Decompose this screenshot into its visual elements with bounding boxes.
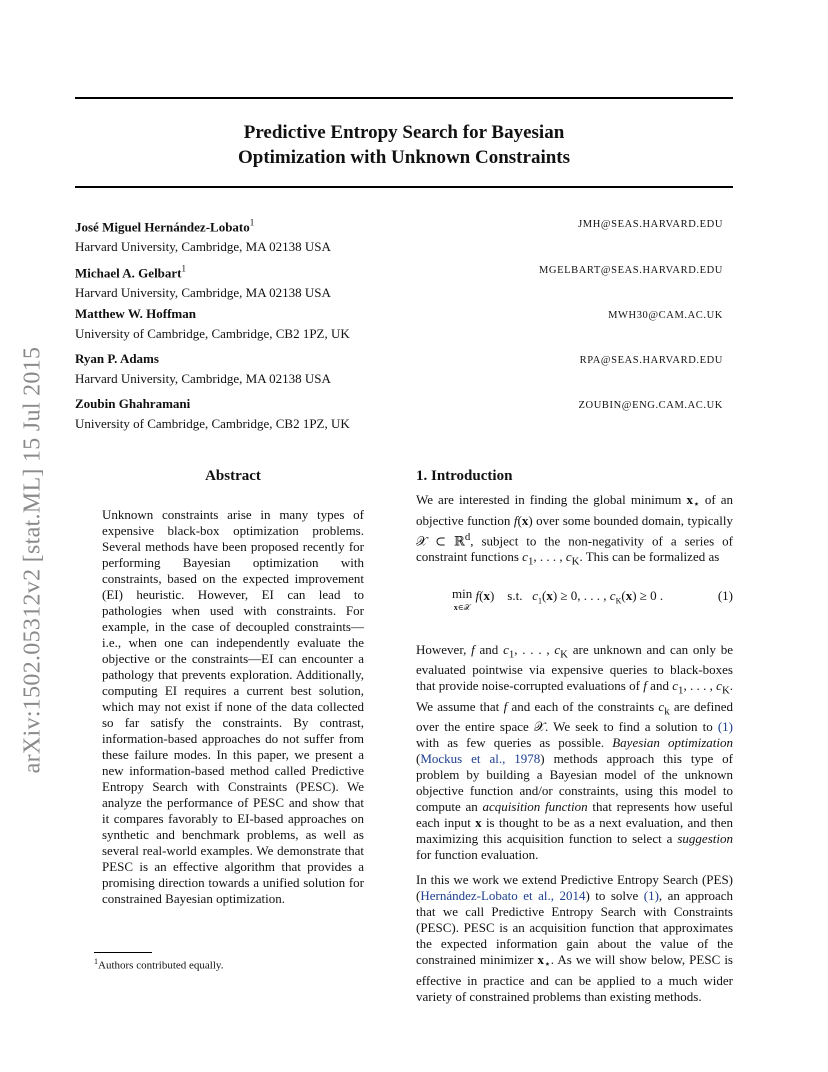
title-line-2: Optimization with Unknown Constraints	[237, 147, 571, 168]
intro-paragraph-2: However, f and $c_1$, . . . , $c_K$ are unknown and can only be evaluated pointwise via expensive queries to black-boxes that provide noise-corrupted evaluations of f and $c_1$, . . . , $c_K$. We assume that f and each of the constraints $c_k$ are defined over the entire space 𝒳. We seek to find a solution to (1) with as few queries as possible. Bayesian optimization (Mockus et al., 1978) methods approach this type of problem by building a Bayesian model of the unknown objective function and/or constraints, using this model to compute an acquisition function that represents how useful each input x is thought to be as a next evaluation, and then maximizing this acquisition function to select a suggestion for function evaluation.	[416, 641, 734, 863]
equation-ref[interactable]: (1)	[717, 719, 733, 735]
author-block-4	[75, 349, 733, 389]
author-email[interactable]: MGELBART@SEAS.HARVARD.EDU	[538, 265, 723, 276]
author-footnote-mark: 1	[249, 218, 255, 228]
author-footnote-mark: 1	[181, 264, 187, 274]
footnote-rule	[94, 952, 152, 953]
author-email[interactable]: RPA@SEAS.HARVARD.EDU	[579, 355, 723, 366]
author-block-2	[75, 259, 733, 303]
equation-body: min x∈𝒳 f(x) s.t. $c_1(x) \ge 0$, . . . , $c_K(x) \ge 0$ .	[452, 585, 664, 612]
author-name: Ryan P. Adams	[75, 351, 159, 366]
equation-ref[interactable]: (1)	[643, 888, 659, 904]
author-name: Michael A. Gelbart	[75, 265, 182, 281]
abstract-heading: Abstract	[205, 468, 261, 484]
author-affiliation: University of Cambridge, Cambridge, CB2 1PZ, UK	[75, 416, 350, 431]
author-email[interactable]: ZOUBIN@ENG.CAM.AC.UK	[578, 400, 723, 411]
author-name: Matthew W. Hoffman	[75, 306, 196, 321]
abstract-section	[102, 468, 364, 907]
author-affiliation: Harvard University, Cambridge, MA 02138 USA	[75, 239, 331, 255]
abstract-text: Unknown constraints arise in many types of expensive black-box optimization problems. Several methods have been proposed recently for performing Bayesian optimization with constraints, based on the expected improvement (EI) heuristic. However, EI can lead to pathologies when used with constraints. For example, in the case of decoupled constraints—i.e., when one can independently evaluate the objective or the constraints—EI can encounter a pathology that prevents exploration. Additionally, computing EI requires a current best solution, which may not exist if none of the data collected so far satisfy the constraints. By contrast, information-based approaches do not suffer from these failure modes. In this paper, we present a new information-based method called Predictive Entropy Search with Constraints (PESC). We analyze the performance of PESC and show that it compares favorably to EI-based approaches on synthetic and benchmark problems, as well as several real-world examples. We demonstrate that PESC is an effective algorithm that provides a promising direction towards a unified solution for constrained Bayesian optimization.	[102, 507, 364, 906]
citation-mockus[interactable]: Mockus et al., 1978	[420, 751, 541, 767]
author-email[interactable]: JMH@SEAS.HARVARD.EDU	[578, 219, 723, 230]
citation-hernandez-lobato[interactable]: Hernández-Lobato et al., 2014	[420, 888, 586, 904]
footnote-text: Authors contributed equally.	[98, 959, 224, 972]
author-affiliation: University of Cambridge, Cambridge, CB2 1PZ, UK	[75, 326, 350, 341]
author-name: Zoubin Ghahramani	[75, 396, 191, 411]
author-block-5	[75, 394, 733, 434]
intro-paragraph-3: In this we work we extend Predictive Entropy Search (PES) (Hernández-Lobato et al., 2014) to solve (1), an approach that we call Predictive Entropy Search with Constraints (PESC). PESC is an acquisition function that approximates the expected information gain about the value of the constrained minimizer $x_⋆$. As we will show below, PESC is effective in practice and can be applied to a much wider variety of constrained problems than existing methods.	[416, 872, 733, 1004]
title-line-1: Predictive Entropy Search for Bayesian	[243, 122, 565, 143]
author-block-3	[75, 304, 733, 344]
equation-number: (1)	[717, 587, 733, 603]
footnote	[94, 957, 223, 972]
intro-heading: 1. Introduction	[416, 468, 513, 484]
introduction-section	[416, 468, 733, 1005]
arxiv-stamp	[8, 300, 58, 820]
author-name: José Miguel Hernández-Lobato	[75, 219, 250, 235]
title-bottom-rule	[75, 186, 733, 188]
footnote-mark: 1	[94, 957, 98, 966]
equation-1	[416, 585, 733, 622]
paper-title	[75, 120, 733, 170]
top-rule	[75, 97, 733, 99]
author-affiliation: Harvard University, Cambridge, MA 02138 USA	[75, 285, 331, 301]
author-email[interactable]: MWH30@CAM.AC.UK	[608, 310, 723, 321]
author-affiliation: Harvard University, Cambridge, MA 02138 USA	[75, 371, 331, 386]
intro-paragraph-1: We are interested in finding the global minimum $x_⋆$ of an objective function f(x) over some bounded domain, typically 𝒳 ⊂ ℝ$^d$, subject to the non-negativity of a series of constraint functions $c_1$, . . . , $c_K$. This can be formalized as	[416, 492, 733, 568]
arxiv-stamp-text: arXiv:1502.05312v2 [stat.ML] 15 Jul 2015	[19, 346, 46, 774]
author-block-1	[75, 213, 733, 257]
